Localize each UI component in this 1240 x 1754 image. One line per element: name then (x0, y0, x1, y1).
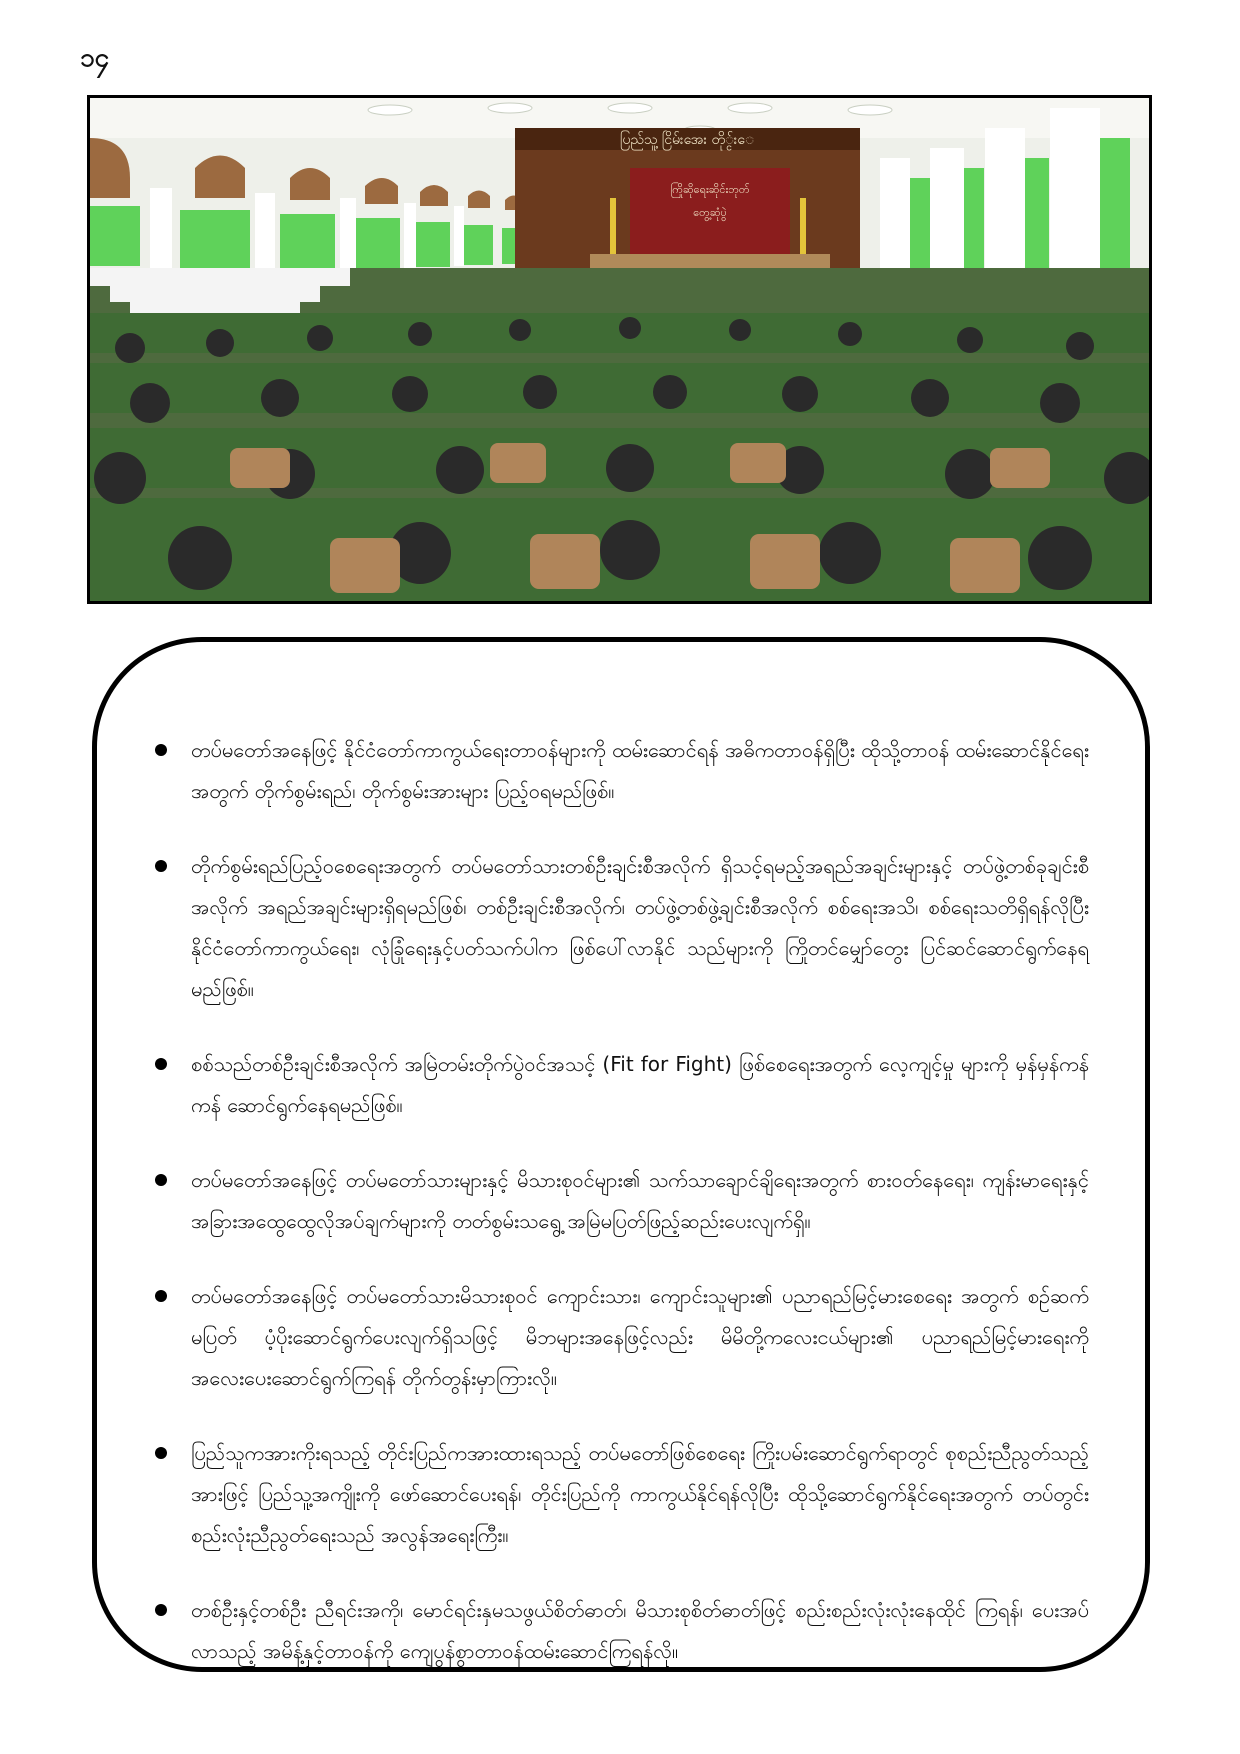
page-number: ၁၄ (80, 43, 110, 73)
key-point-7 (153, 1590, 1089, 1672)
key-point-text: တစ်ဦးနှင့်တစ်ဦး ညီရင်းအကို၊ မောင်ရင်းနှမသဖွယ်စိတ်ဓာတ်၊ မိသားစုစိတ်ဓာတ်ဖြင့် စည်းစည်းလုံးလုံးနေထိုင် ကြရန်၊ ပေးအပ်လာသည့် အမိန့်နှင့်တာဝန်ကို ကျေပွန်စွာတာဝန်ထမ်းဆောင်ကြရန်လို။ (191, 1598, 1089, 1663)
key-point-3 (153, 1044, 1089, 1126)
key-point-1 (153, 730, 1089, 812)
flag-left (610, 198, 616, 254)
bullet-icon (155, 1058, 167, 1070)
bullet-icon (155, 1604, 167, 1616)
bullet-icon (155, 1290, 167, 1302)
key-point-text: တပ်မတော်အနေဖြင့် တပ်မတော်သားမိသားစုဝင် ကျောင်းသား၊ ကျောင်းသူများ၏ ပညာရည်မြင့်မားစေရေး အတွက် စဉ်ဆက်မပြတ် ပံ့ပိုးဆောင်ရွက်ပေးလျက်ရှိသဖြင့် မိဘများအနေဖြင့်လည်း မိမိတို့ကလေးငယ်များ၏ ပညာရည်မြင့်မားရေးကို အလေးပေးဆောင်ရွက်ကြရန် တိုက်တွန်းမှာကြားလို။ (191, 1284, 1089, 1390)
audience-hall-illustration (90, 98, 1149, 601)
bullet-icon (155, 1174, 167, 1186)
key-points-box (92, 637, 1150, 1672)
key-point-text: စစ်သည်တစ်ဦးချင်းစီအလိုက် အမြဲတမ်းတိုက်ပွဲဝင်အသင့် (Fit for Fight) ဖြစ်စေရေးအတွက် လေ့ကျင့်မှု များကို မှန်မှန်ကန်ကန် ဆောင်ရွက်နေရမည်ဖြစ်။ (191, 1052, 1089, 1117)
stage-backdrop-subtitle: တွေ့ဆုံပွဲ (693, 206, 727, 219)
key-point-5 (153, 1276, 1089, 1399)
key-points-list (153, 730, 1089, 1672)
key-point-text: ပြည်သူကအားကိုးရသည့် တိုင်းပြည်ကအားထားရသည့် တပ်မတော်ဖြစ်စေရေး ကြိုးပမ်းဆောင်ရွက်ရာတွင် စုစည်းညီညွတ်သည့်အားဖြင့် ပြည်သူ့အကျိုးကို ဖော်ဆောင်ပေးရန်၊ တိုင်းပြည်ကို ကာကွယ်နိုင်ရန်လိုပြီး ထိုသို့ဆောင်ရွက်နိုင်ရေးအတွက် တပ်တွင်းစည်းလုံးညီညွတ်ရေးသည် အလွန်အရေးကြီး။ (191, 1441, 1089, 1547)
flag-right (800, 198, 806, 254)
bullet-icon (155, 1447, 167, 1459)
key-point-text: တိုက်စွမ်းရည်ပြည့်ဝစေရေးအတွက် တပ်မတော်သားတစ်ဦးချင်းစီအလိုက် ရှိသင့်ရမည့်အရည်အချင်းများနှင့် တပ်ဖွဲ့တစ်ခုချင်းစီအလိုက် အရည်အချင်းများရှိရမည်ဖြစ်၊ တစ်ဦးချင်းစီအလိုက်၊ တပ်ဖွဲ့တစ်ဖွဲ့ချင်းစီအလိုက် စစ်ရေးအသိ၊ စစ်ရေးသတိရှိရန်လိုပြီး နိုင်ငံတော်ကာကွယ်ရေး၊ လုံခြုံရေးနှင့်ပတ်သက်ပါက ဖြစ်ပေါ်လာနိုင် သည်များကို ကြိုတင်မျှော်တွေး ပြင်ဆင်ဆောင်ရွက်နေရမည်ဖြစ်။ (191, 854, 1089, 1001)
stage-banner-text: ပြည်သူ့ ငြိမ်းအေး တို္င်းေ (620, 132, 754, 148)
key-point-6 (153, 1433, 1089, 1556)
key-point-text: တပ်မတော်အနေဖြင့် တပ်မတော်သားများနှင့် မိသားစုဝင်များ၏ သက်သာချောင်ချိရေးအတွက် စားဝတ်နေရေး၊ ကျန်းမာရေးနှင့် အခြားအထွေထွေလိုအပ်ချက်များကို တတ်စွမ်းသရွေ့ အမြဲမပြတ်ဖြည့်ဆည်းပေးလျက်ရှိ။ (191, 1168, 1089, 1233)
key-point-4 (153, 1160, 1089, 1242)
key-point-text: တပ်မတော်အနေဖြင့် နိုင်ငံတော်ကာကွယ်ရေးတာဝန်များကို ထမ်းဆောင်ရန် အဓိကတာဝန်ရှိပြီး ထိုသို့တာဝန် ထမ်းဆောင်နိုင်ရေးအတွက် တိုက်စွမ်းရည်၊ တိုက်စွမ်းအားများ ပြည့်ဝရမည်ဖြစ်။ (191, 738, 1089, 803)
key-point-2 (153, 846, 1089, 1010)
bullet-icon (155, 860, 167, 872)
bullet-icon (155, 744, 167, 756)
stage-backdrop-title: ကြိုဆိုရေးဆိုင်းဘုတ် (670, 183, 750, 196)
event-photo (87, 95, 1152, 604)
